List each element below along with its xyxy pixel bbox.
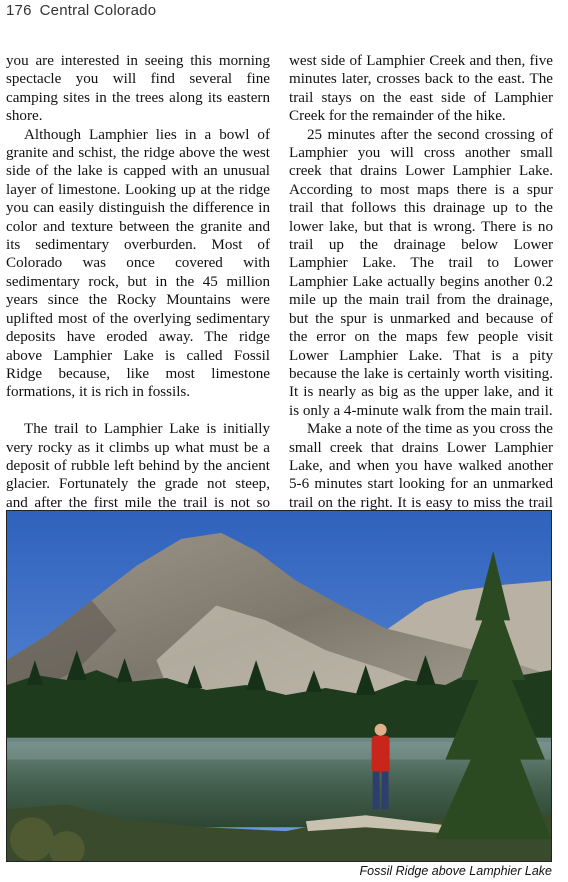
lake-photo bbox=[6, 510, 552, 862]
right-column bbox=[289, 52, 553, 512]
paragraph: Make a note of the time as you cross the small creek that drains Lower Lamphier Lake, and when you have walked another 5-6 minutes start looking for an unmarked trail on the right. It is easy to miss the trail bbox=[289, 421, 553, 511]
paragraph: Although Lamphier lies in a bowl of granite and schist, the ridge above the west side of the lake is capped with an unusual layer of limestone. Looking up at the ridge you can easily distinguish the difference in color and texture between the granite and its sedimentary overburden. Most of Colorado was once covered with sedimentary rock, but in the 45 million years since the Rocky Mountains were uplifted most of the overlying sedimentary deposits have eroded away. The ridge above Lamphier Lake is called Fossil Ridge because, like most limestone formations, it is rich in fossils. bbox=[6, 126, 270, 401]
left-column bbox=[6, 52, 270, 549]
paragraph: The trail to Lamphier Lake is initially very rocky as it climbs up what must be a deposit of rubble left behind by the ancient glacier. Fortunately the grade not steep, and after the first mile the trail is not so bbox=[6, 421, 270, 511]
paragraph: west side of Lamphier Creek and then, five minutes later, crosses back to the east. The trail stays on the east side of Lamphier Creek for the remainder of the hike. bbox=[289, 53, 553, 125]
photo-illustration bbox=[7, 511, 551, 861]
page-number: 176 bbox=[6, 2, 32, 19]
paragraph: 25 minutes after the second crossing of Lamphier you will cross another small creek that drains Lower Lamphier Lake. According to most maps there is a spur trail that follows this drainage up to the lower lake, but that is wrong. There is no trail up the drainage below Lower Lamphier Lake. The trail to Lower Lamphier Lake actually begins another 0.2 mile up the main trail from the drainage, but the spur is unmarked and because of the error on the maps few people visit Lower Lamphier Lake. That is a pity because the lake is certainly worth visiting. It is nearly as big as the upper lake, and it is only a 4-minute walk from the main trail. bbox=[289, 126, 553, 419]
photo-caption: Fossil Ridge above Lamphier Lake bbox=[359, 864, 552, 878]
section-title: Central Colorado bbox=[39, 2, 157, 19]
running-header bbox=[6, 2, 156, 24]
paragraph: you are interested in seeing this morning spectacle you will find several fine camping sites in the trees along its eastern shore. bbox=[6, 53, 270, 125]
